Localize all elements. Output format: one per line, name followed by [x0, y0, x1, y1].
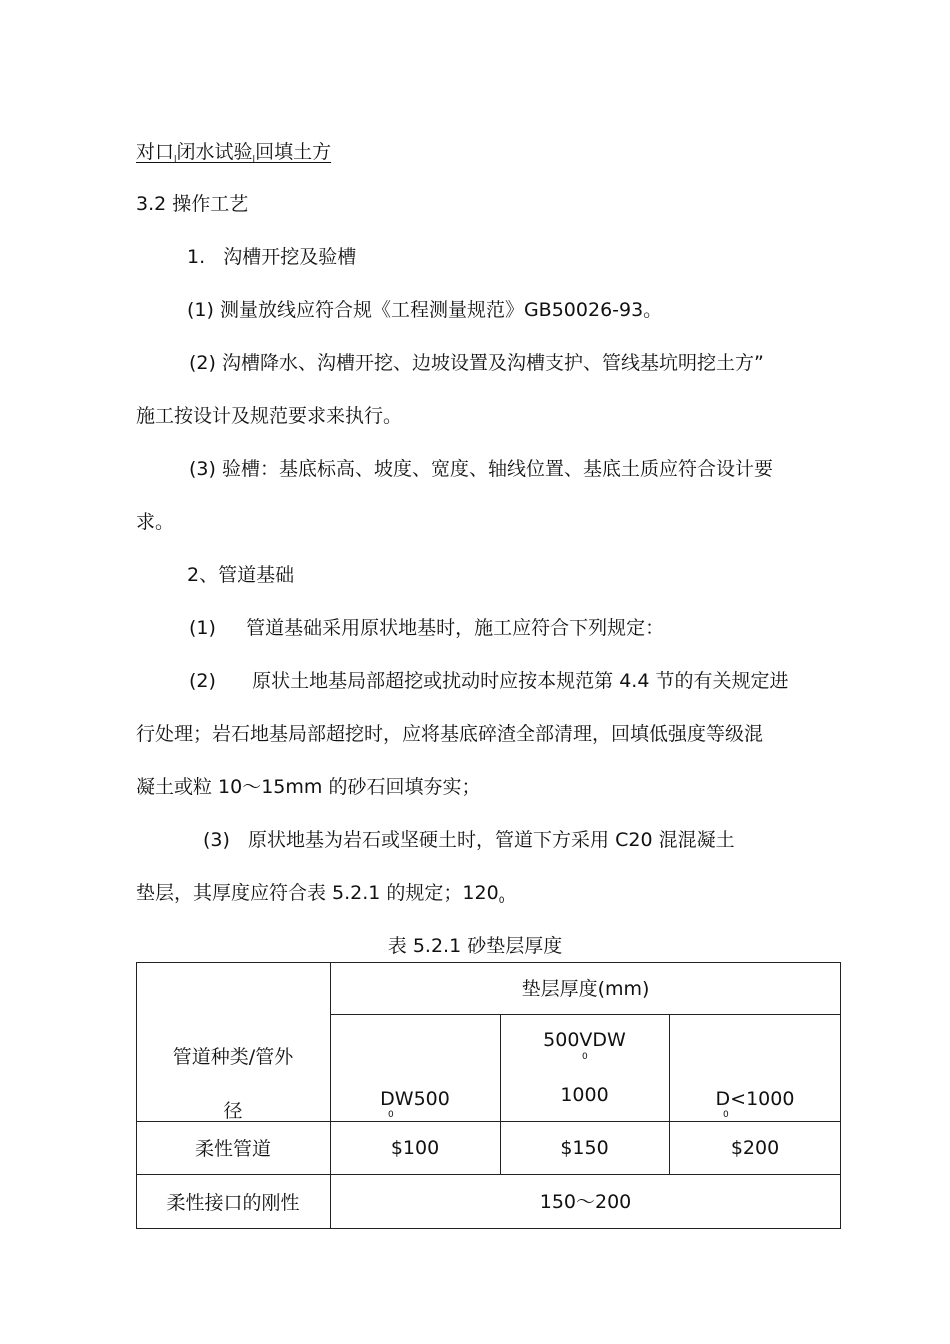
- header-part-3: 回填土方: [255, 141, 332, 163]
- header-line: [136, 140, 331, 172]
- item2-sub1: [189, 616, 664, 640]
- item1-heading: [187, 245, 356, 269]
- row1-value-1: $100: [390, 1137, 440, 1159]
- item1-title: 沟槽开挖及验槽: [223, 246, 357, 268]
- row2-label: 柔性接口的刚性: [166, 1192, 300, 1214]
- item2-sub3-tail: 0: [498, 896, 505, 906]
- col1-label: DW500: [380, 1088, 450, 1110]
- item2-sub3-number: (3): [203, 829, 230, 851]
- item1-sub1: (1) 测量放线应符合规《工程测量规范》GB50026-93。: [187, 299, 663, 321]
- item2-sub1-number: (1): [189, 617, 216, 639]
- table-border-top: [136, 962, 841, 963]
- row-header-line1: 管道种类/管外: [172, 1046, 294, 1068]
- header-mark-1: l: [174, 155, 177, 165]
- item2-sub2-number: (2): [189, 670, 216, 692]
- item2-sub3-line1: [203, 828, 735, 852]
- item2-sub1-text: 管道基础采用原状地基时，施工应符合下列规定：: [246, 617, 665, 639]
- col3-label: D<1000: [715, 1088, 795, 1110]
- col2-sub: 0: [582, 1052, 588, 1062]
- section-title: 3.2 操作工艺: [136, 193, 249, 215]
- row-header-line2: 径: [223, 1100, 243, 1122]
- item2-sub3-line2: [136, 881, 504, 913]
- thickness-table: [136, 962, 841, 1229]
- row1-value-2: $150: [560, 1137, 609, 1159]
- item1-sub2-line1: (2) 沟槽降水、沟槽开挖、边坡设置及沟槽支护、管线基坑明挖土方”: [189, 352, 764, 374]
- item1-number: 1.: [187, 246, 206, 268]
- row1-label: 柔性管道: [194, 1138, 271, 1160]
- table-caption: 表 5.2.1 砂垫层厚度: [387, 935, 563, 957]
- table-border-left: [136, 962, 137, 1229]
- item2-sub2-text: 原状土地基局部超挖或扰动时应按本规范第 4.4 节的有关规定进: [252, 670, 789, 692]
- item1-sub2-line2: 施工按设计及规范要求来执行。: [136, 405, 403, 427]
- col3-sub: 0: [723, 1110, 729, 1120]
- item1-sub3-line2: 求。: [136, 511, 175, 533]
- header-mark-2: l: [252, 155, 256, 165]
- item2-sub2-line3: 凝土或粒 10〜15mm 的砂石回填夯实；: [136, 776, 481, 798]
- item2-title: 2、管道基础: [187, 564, 295, 586]
- col1-sub: 0: [388, 1110, 394, 1120]
- item2-sub2-line2: 行处理；岩石地基局部超挖时，应将基底碎渣全部清理，回填低强度等级混: [136, 723, 764, 745]
- group-header: 垫层厚度(mm): [521, 978, 650, 1000]
- col2-label-line1: 500VDW: [543, 1029, 626, 1051]
- item2-sub3-text2: 垫层，其厚度应符合表 5.2.1 的规定；120: [136, 882, 499, 904]
- table-line-group: [330, 1014, 841, 1015]
- col2-label-line2: 1000: [560, 1084, 609, 1106]
- header-part-1: 对口: [136, 141, 175, 163]
- row2-value: 150〜200: [539, 1191, 632, 1213]
- table-border-bottom: [136, 1228, 841, 1229]
- table-line-row1: [136, 1174, 841, 1175]
- header-part-2: 闭水试验: [176, 141, 253, 163]
- item2-sub2-line1: [189, 669, 788, 693]
- item2-sub3-text: 原状地基为岩石或坚硬土时，管道下方采用 C20 混混凝土: [248, 829, 735, 851]
- item1-sub3-line1: (3) 验槽：基底标高、坡度、宽度、轴线位置、基底土质应符合设计要: [189, 458, 773, 480]
- row1-value-3: $200: [730, 1137, 780, 1159]
